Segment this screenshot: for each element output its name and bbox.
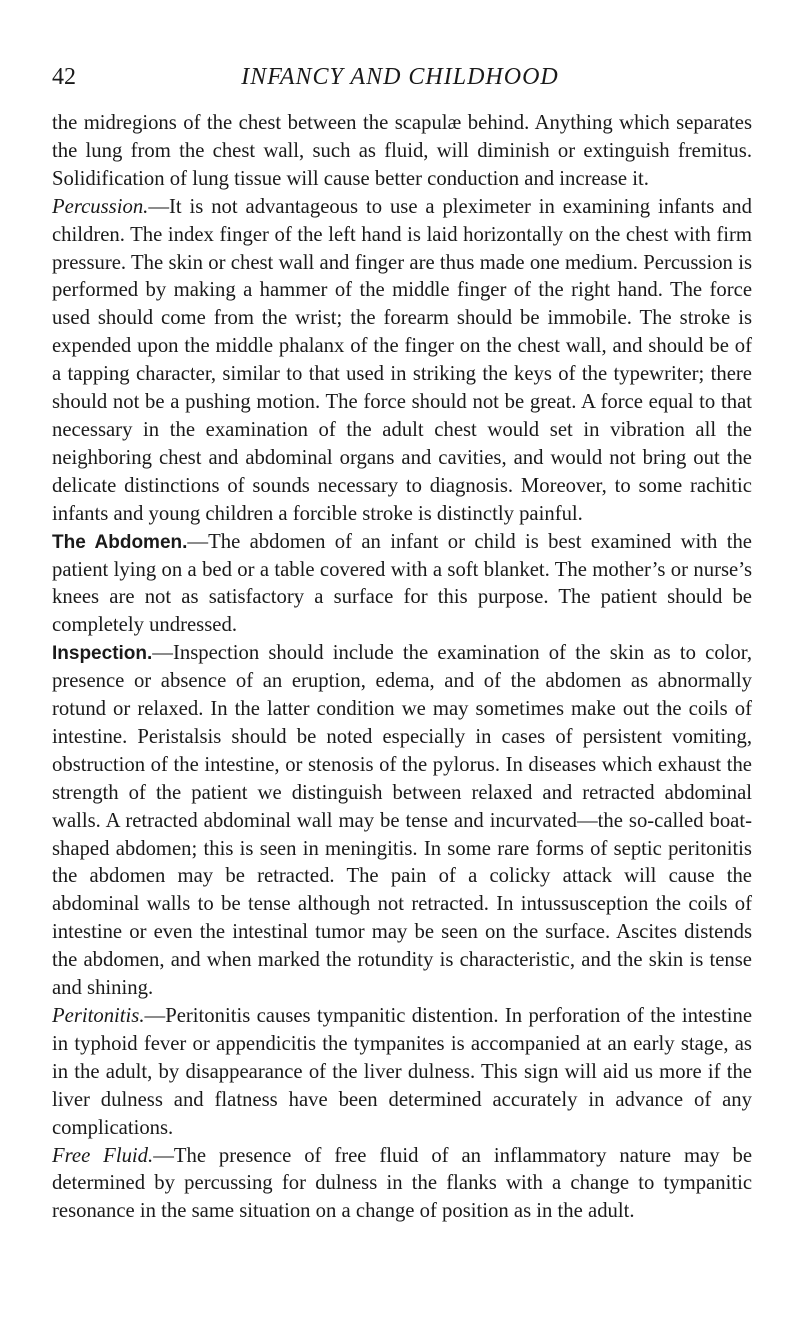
paragraph <box>52 640 752 1003</box>
body-text <box>52 110 752 1226</box>
paragraph-lead: Peritonitis. <box>52 1005 145 1027</box>
paragraph-text: the midregions of the chest between the scapulæ behind. Anything which separates the lung from the chest wall, such as fluid, will diminish or extinguish fremitus. Solidification of lung tissue will cause better conduction and increase it. <box>52 112 752 190</box>
paragraph-text: —The abdomen of an infant or child is best examined with the patient lying on a bed or a table covered with a soft blanket. The mother’s or nurse’s knees are not as satisfactory a surface for this purpose. The patient should be completely undressed. <box>52 530 752 637</box>
page-header <box>52 62 748 92</box>
paragraph-text: —Inspection should include the examination of the skin as to color, presence or absence of an eruption, edema, and of the abdomen as abnormally rotund or relaxed. In the latter condition we may sometimes make out the coils of intestine. Peristalsis should be noted especially in cases of persistent vomiting, obstruction of the intestine, or stenosis of the pylorus. In diseases which exhaust the strength of the patient we distinguish between relaxed and retracted abdominal walls. A retracted abdominal wall may be tense and incurvated—the so-called boat-shaped abdomen; this is seen in meningitis. In some rare forms of septic peritonitis the abdomen may be retracted. The pain of a colicky attack will cause the abdominal walls to be tense although not retracted. In intussusception the coils of intestine or even the intestinal tumor may be seen on the surface. Ascites distends the abdomen, and when marked the rotundity is characteristic, and the skin is tense and shining. <box>52 642 752 1000</box>
paragraph-lead: Percussion. <box>52 195 149 218</box>
paragraph <box>52 1003 752 1143</box>
paragraph-text: —The presence of free fluid of an inflammatory nature may be determined by percussing for dulness in the flanks with a change to tympanitic resonance in the same situation on a change of position as in the adult. <box>52 1144 753 1223</box>
paragraph <box>52 194 752 529</box>
paragraph <box>52 529 752 641</box>
paragraph <box>52 110 752 194</box>
running-title: INFANCY AND CHILDHOOD <box>241 64 559 90</box>
paragraph-lead: Free Fluid. <box>52 1144 154 1167</box>
paragraph-lead: Inspection. <box>52 643 153 665</box>
paragraph-text: —Peritonitis causes tympanitic distention. In perforation of the intestine in typhoid fever or appendicitis the tympanites is accompanied at an early stage, as in the adult, by disappearance of the liver dulness. This sign will aid us more if the liver dulness and flatness have been determined accurately in advance of any complications. <box>52 1005 752 1139</box>
paragraph <box>52 1143 752 1227</box>
paragraph-lead: The Abdomen. <box>52 531 188 553</box>
paragraph-text: —It is not advantageous to use a pleximeter in examining infants and children. The index finger of the left hand is laid horizontally on the chest with firm pressure. The skin or chest wall and finger are thus made one medium. Percussion is performed by making a hammer of the middle finger of the right hand. The force used should come from the wrist; the forearm should be immobile. The stroke is expended upon the middle phalanx of the finger on the chest wall, and should be of a tapping character, similar to that used in striking the keys of the typewriter; there should not be a pushing motion. The force should not be great. A force equal to that necessary in the examination of the adult chest would set in vibration all the neighboring chest and abdominal organs and cavities, and would not bring out the delicate distinctions of sounds necessary to diagnosis. Moreover, to some rachitic infants and young children a forcible stroke is distinctly painful. <box>52 195 752 525</box>
page-number: 42 <box>52 64 76 90</box>
